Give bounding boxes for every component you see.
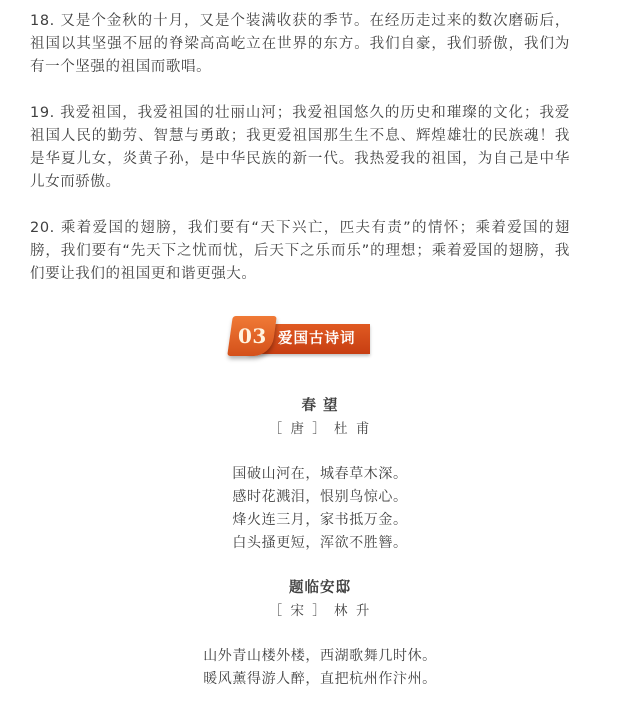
poem-line: 烽火连三月，家书抵万金。 — [232, 512, 408, 528]
poem-line: 国破山河在，城春草木深。 — [232, 466, 408, 482]
poem-line: 山外青山楼外楼，西湖歌舞几时休。 — [203, 648, 437, 664]
poem-title: 题临安邸 — [289, 580, 351, 596]
poem-chunwang — [0, 395, 640, 555]
paragraph-18: 18. 又是个金秋的十月，又是个装满收获的季节。在经历走过来的数次磨砺后，祖国以其坚强不屈的脊梁高高屹立在世界的东方。我们自豪，我们骄傲，我们为有一个坚强的祖国而歌唱。 — [30, 13, 570, 75]
poem-lines — [0, 645, 640, 691]
poem-line: 白头搔更短，浑欲不胜簪。 — [232, 535, 408, 551]
paragraph-19: 19. 我爱祖国，我爱祖国的壮丽山河；我爱祖国悠久的历史和璀璨的文化；我爱祖国人民的勤劳、智慧与勇敢；我更爱祖国那生生不息、辉煌雄壮的民族魂！我是华夏儿女，炎黄子孙，是中华民族的新一代。我热爱我的祖国，为自己是中华儿女而骄傲。 — [30, 105, 570, 190]
poem-author: ［ 唐 ］ 杜 甫 — [268, 421, 372, 437]
section-title: 爱国古诗词 — [278, 331, 356, 347]
poem-line: 感时花溅泪，恨别鸟惊心。 — [232, 489, 408, 505]
poem-line: 暖风薰得游人醉，直把杭州作汴州。 — [203, 671, 437, 687]
poem-tilinanti — [0, 577, 640, 691]
poem-title: 春 望 — [301, 398, 339, 414]
poem-lines — [0, 463, 640, 555]
poem-author: ［ 宋 ］ 林 升 — [268, 603, 372, 619]
section-header-badge — [230, 316, 370, 362]
paragraph-20: 20. 乘着爱国的翅膀，我们要有“天下兴亡，匹夫有责”的情怀；乘着爱国的翅膀，我们要有“先天下之忧而忧，后天下之乐而乐”的理想；乘着爱国的翅膀，我们要让我们的祖国更和谐更强大。 — [30, 220, 570, 282]
article-body — [30, 10, 570, 286]
section-number: 03 — [237, 324, 267, 348]
